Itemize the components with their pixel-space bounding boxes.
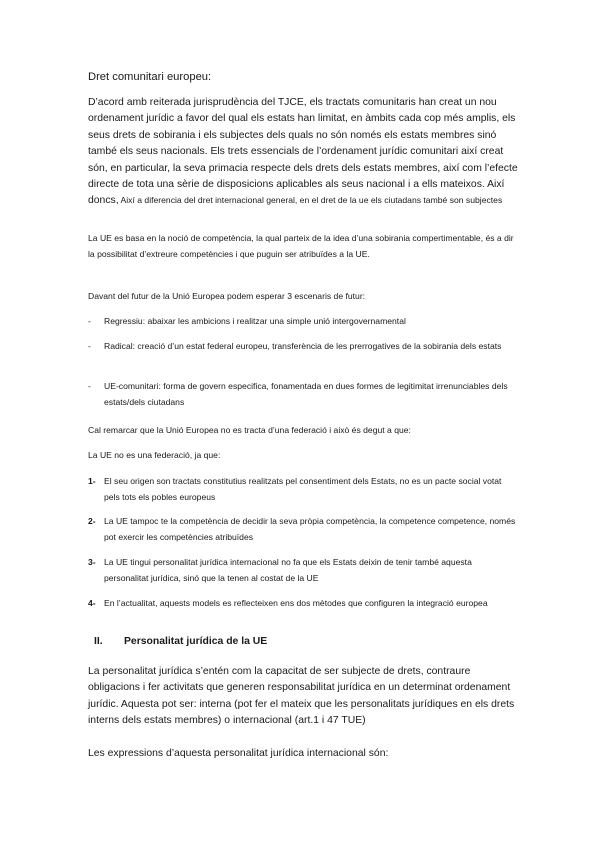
scenario-text: Radical: creació d’un estat federal europeu, transferència de les prerrogatives de la sobirania dels estats — [104, 341, 502, 351]
reason-text: La UE tampoc te la competència de decidir la seva pròpia competència, la competence competence, només pot exercir les competències atribuïdes — [104, 516, 516, 542]
reason-item — [88, 555, 518, 586]
reason-item — [88, 514, 518, 545]
list-number: 2- — [88, 516, 96, 526]
scenario-text: UE-comunitari: forma de govern especifica, fonamentada en dues formes de legitimitat irrenunciables dels estats/dels ciutadans — [104, 381, 508, 407]
paragraph-no-federacio: La UE no es una federació, ja que: — [88, 450, 221, 460]
list-number: 4- — [88, 598, 96, 608]
paragraph-tjce-tail: Així a diferencia del dret internacional general, en el dret de la ue els ciutadans també son subjectes — [118, 195, 503, 206]
section-number: II. — [94, 636, 103, 647]
list-number: 1- — [88, 476, 96, 486]
paragraph-escenaris: Davant del futur de la Unió Europea podem esperar 3 escenaris de futur: — [88, 291, 366, 301]
reason-text: El seu origen son tractats constitutius realitzats pel consentiment dels Estats, no es un pacte social votat pels tots els pobles europeus — [104, 476, 502, 502]
paragraph-competencia: La UE es basa en la noció de competència, la qual parteix de la idea d’una sobirania compertimentable, és a dir la possibilitat d’extreure competències i que puguin ser atribuïdes a la UE. — [88, 233, 514, 259]
reason-text: En l’actualitat, aquests models es reflecteixen ens dos mètodes que configuren la integració europea — [104, 598, 488, 608]
paragraph-tjce-main: D’acord amb reiterada jurisprudència del TJCE, els tractats comunitaris han creat un nou ordenament jurídic a favor del qual els estats han limitat, en àmbits cada cop més amplis, els seus drets de sobirania i els subjectes dels quals no són només els estats membres sinó també els seus nacionals. Els trets essencials de l’ordenament jurídic comunitari així creat són, en particular, la seva primacia respecte dels drets dels estats membres, així com l’efecte directe de tota una sèrie de disposicions aplicables als seus nacional i a ells mateixos. Així doncs, — [88, 97, 518, 207]
list-number: 3- — [88, 557, 96, 567]
paragraph-tjce — [88, 95, 518, 210]
section-heading — [94, 636, 267, 647]
scenario-item — [88, 314, 518, 330]
document-heading: Dret comunitari europeu: — [88, 71, 212, 83]
list-marker: - — [88, 341, 91, 351]
reason-text: La UE tingui personalitat jurídica internacional no fa que els Estats deixin de tenir també aquesta personalitat jurídica, sinó que la tenen al costat de la UE — [104, 557, 472, 583]
paragraph-personalitat: La personalitat jurídica s’entén com la capacitat de ser subjecte de drets, contraure obligacions i fer activitats que generen responsabilitat jurídica en un determinat ordenament jurídic. Aquesta pot ser: interna (pot fer el mateix que les personalitats jurídiques en els drets interns dels estats membres) o internacional (art.1 i 47 TUE) — [88, 666, 515, 727]
reason-item — [88, 474, 518, 505]
scenario-item — [88, 379, 518, 410]
list-marker: - — [88, 316, 91, 326]
list-marker: - — [88, 381, 91, 391]
section-title: Personalitat jurídica de la UE — [124, 636, 268, 647]
paragraph-expressions: Les expressions d’aquesta personalitat jurídica internacional són: — [88, 748, 389, 759]
reason-item — [88, 596, 518, 612]
paragraph-federacio-intro: Cal remarcar que la Unió Europea no es tracta d’una federació i això és degut a que: — [88, 425, 411, 435]
scenario-text: Regressiu: abaixar les ambicions i realitzar una simple unió intergovernamental — [104, 316, 406, 326]
scenario-item — [88, 339, 518, 355]
